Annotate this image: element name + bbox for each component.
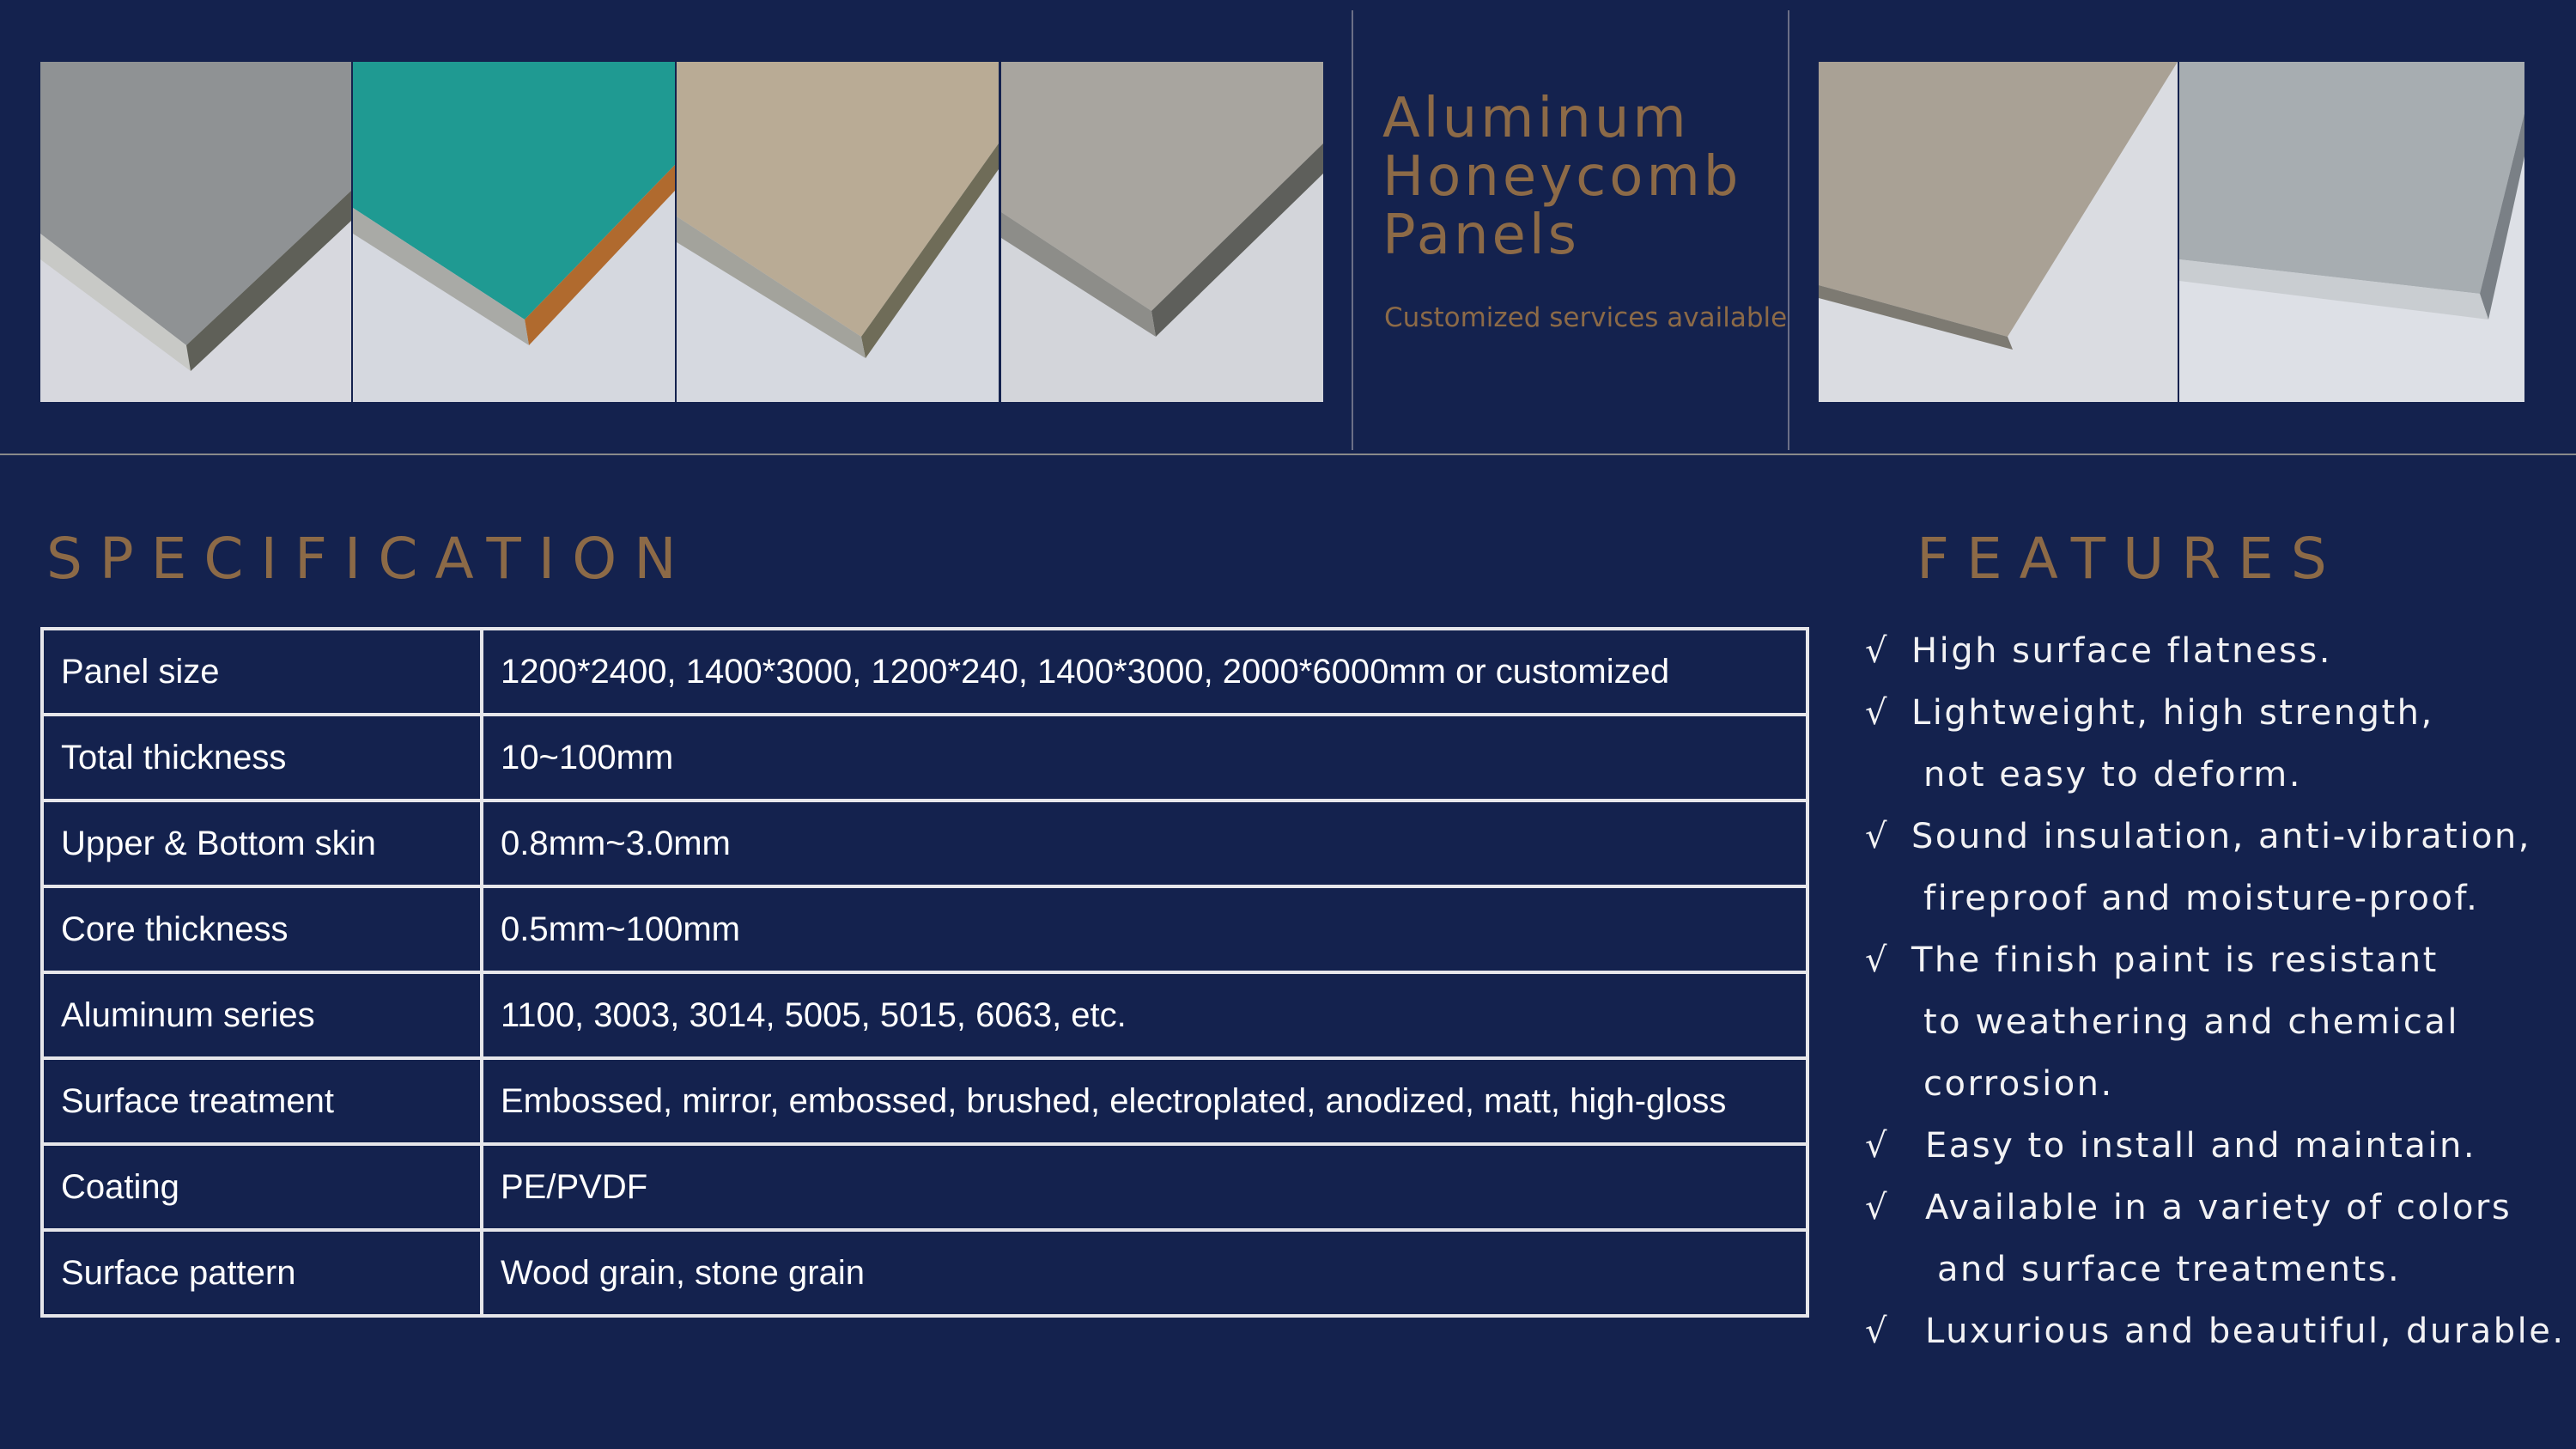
spec-label: Surface pattern	[42, 1230, 482, 1316]
title-line: Aluminum	[1382, 87, 1690, 150]
specification-heading: SPECIFICATION	[46, 526, 694, 592]
table-row	[42, 1058, 1807, 1144]
spec-value: 10~100mm	[482, 715, 1807, 801]
spec-value: PE/PVDF	[482, 1144, 1807, 1230]
check-icon: √	[1865, 631, 1889, 671]
feature-text: fireproof and moisture-proof.	[1923, 879, 2480, 918]
table-row	[42, 972, 1807, 1058]
table-row	[42, 801, 1807, 886]
list-item	[1865, 1300, 2566, 1362]
spec-label: Panel size	[42, 629, 482, 715]
spec-value: 1100, 3003, 3014, 5005, 5015, 6063, etc.	[482, 972, 1807, 1058]
spec-value: Wood grain, stone grain	[482, 1230, 1807, 1316]
list-item	[1865, 682, 2566, 806]
spec-value: 0.5mm~100mm	[482, 886, 1807, 972]
features-heading: FEATURES	[1917, 526, 2344, 592]
spec-label: Surface treatment	[42, 1058, 482, 1144]
table-row	[42, 629, 1807, 715]
check-icon: √	[1865, 1312, 1889, 1351]
wood-grain-panel-photo	[677, 62, 999, 402]
check-icon: √	[1865, 941, 1889, 980]
spec-value: 0.8mm~3.0mm	[482, 801, 1807, 886]
subtitle: Customized services available	[1384, 302, 1788, 333]
spec-label: Core thickness	[42, 886, 482, 972]
spec-value: 1200*2400, 1400*3000, 1200*240, 1400*3000, 2000*6000mm or customized	[482, 629, 1807, 715]
feature-text: The finish paint is resistant	[1911, 941, 2439, 980]
check-icon: √	[1865, 693, 1889, 733]
feature-text: Easy to install and maintain.	[1925, 1126, 2477, 1166]
brushed-silver-panel-photo	[2179, 62, 2524, 402]
check-icon: √	[1865, 1188, 1889, 1227]
teal-panel-photo	[353, 62, 675, 402]
table-row	[42, 1230, 1807, 1316]
check-icon: √	[1865, 1126, 1889, 1166]
list-item	[1865, 620, 2566, 682]
feature-text: Lightweight, high strength,	[1911, 693, 2434, 733]
divider-horizontal	[0, 454, 2576, 455]
list-item	[1865, 1177, 2566, 1300]
page-title	[1382, 89, 1741, 265]
feature-text: corrosion.	[1923, 1064, 2114, 1104]
spec-value: Embossed, mirror, embossed, brushed, electroplated, anodized, matt, high-gloss	[482, 1058, 1807, 1144]
feature-text: and surface treatments.	[1937, 1250, 2402, 1289]
check-icon: √	[1865, 817, 1889, 856]
specification-table	[40, 627, 1809, 1318]
feature-text: Luxurious and beautiful, durable.	[1925, 1312, 2566, 1351]
title-line: Honeycomb	[1382, 145, 1742, 209]
list-item	[1865, 806, 2566, 929]
list-item	[1865, 1115, 2566, 1177]
feature-text: not easy to deform.	[1923, 755, 2302, 795]
fabric-texture-panel-photo	[1819, 62, 2178, 402]
title-line: Panels	[1382, 204, 1580, 267]
list-item	[1865, 929, 2566, 1115]
feature-text: Sound insulation, anti-vibration,	[1911, 817, 2531, 856]
table-row	[42, 886, 1807, 972]
silver-panel-photo	[40, 62, 351, 402]
feature-text: High surface flatness.	[1911, 631, 2332, 671]
divider-vertical-left	[1352, 10, 1353, 450]
features-list	[1865, 620, 2566, 1362]
spec-label: Aluminum series	[42, 972, 482, 1058]
spec-label: Upper & Bottom skin	[42, 801, 482, 886]
feature-text: Available in a variety of colors	[1925, 1188, 2512, 1227]
spec-label: Total thickness	[42, 715, 482, 801]
divider-vertical-right	[1788, 10, 1789, 450]
feature-text: to weathering and chemical	[1923, 1002, 2459, 1042]
spec-label: Coating	[42, 1144, 482, 1230]
table-row	[42, 715, 1807, 801]
linen-texture-panel-photo	[1001, 62, 1323, 402]
table-row	[42, 1144, 1807, 1230]
